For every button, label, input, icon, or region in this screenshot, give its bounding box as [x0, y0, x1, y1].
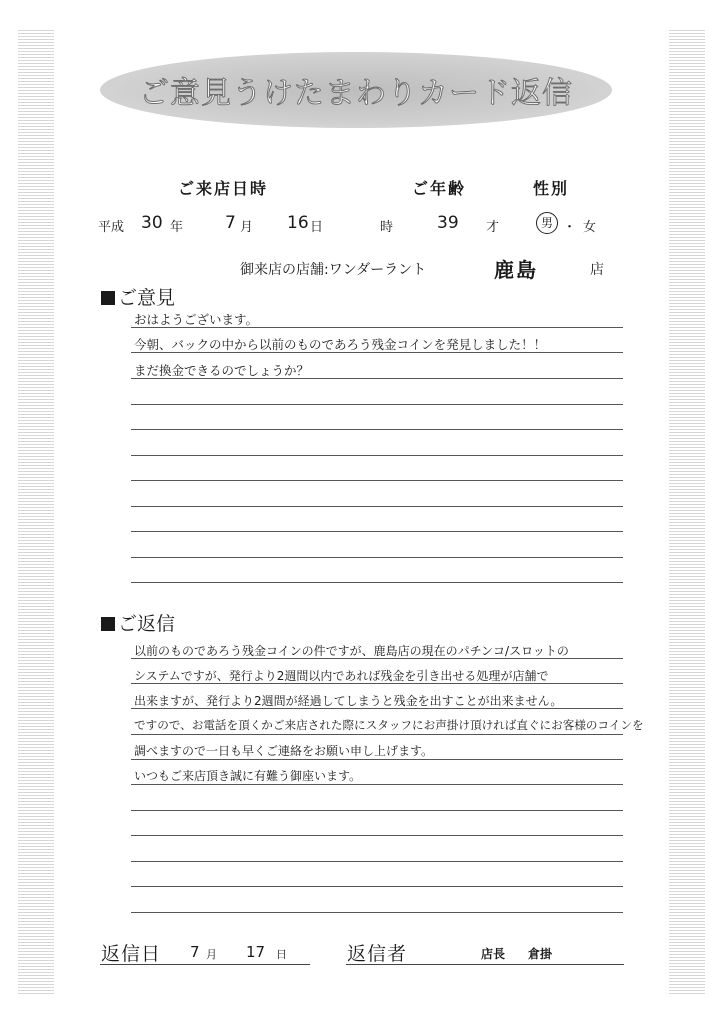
replier-label: 返信者 [347, 943, 408, 965]
reply-month-unit: 月 [206, 948, 217, 961]
reply-month: 7 [190, 943, 200, 961]
ruled-line [131, 912, 623, 913]
reply-line: いつもご来店頂き誠に有難う御座います。 [134, 769, 362, 783]
opinion-line: 今朝、バックの中から以前のものであろう残金コインを発見しました！！ [134, 337, 547, 352]
ruled-line [131, 658, 623, 659]
reply-line: 出来ますが、発行より2週間が経過してしまうと残金を出すことが出来ません。 [134, 694, 563, 708]
era: 平成 [98, 220, 125, 235]
reply-line: システムですが、発行より2週間以内であれば残金を引き出せる処理が店舗で [134, 669, 549, 683]
month-unit: 月 [240, 220, 254, 235]
store-suffix: 店 [590, 262, 604, 278]
ruled-line [131, 506, 623, 507]
gender-male-selected [536, 212, 558, 234]
ruled-line [131, 886, 623, 887]
day-unit: 日 [310, 220, 324, 235]
page-title: ご意見うけたまわりカード返信 [139, 76, 573, 111]
right-scan-edge [669, 30, 705, 994]
gender-female: 女 [583, 220, 597, 235]
ruled-line [131, 378, 623, 379]
replier-underline [346, 964, 624, 965]
ruled-line [131, 327, 623, 328]
reply-day-unit: 日 [276, 948, 287, 961]
visit-day: 16 [287, 213, 309, 233]
replier-title: 店長 [481, 947, 506, 961]
ruled-line [131, 455, 623, 456]
store-name: 鹿島 [494, 258, 538, 282]
opinion-line: まだ換金できるのでしょうか？ [134, 363, 310, 378]
reply-line: ですので、お電話を頂くかご来店された際にスタッフにお声掛け頂ければ直ぐにお客様のコインを [134, 718, 644, 732]
ruled-line [131, 404, 623, 405]
store-label: 御来店の店舗:ワンダーラント [240, 262, 427, 278]
ruled-line [131, 810, 623, 811]
ruled-line [131, 352, 623, 353]
visit-date-label: ご来店日時 [178, 179, 269, 198]
square-bullet-icon [101, 617, 115, 631]
ruled-line [131, 835, 623, 836]
gender-separator: ・ [563, 220, 577, 235]
opinion-heading-text: ご意見 [118, 287, 176, 309]
opinion-heading [101, 283, 175, 310]
reply-day: 17 [246, 943, 266, 961]
ruled-line [131, 784, 623, 785]
ruled-line [131, 531, 623, 532]
year-unit: 年 [170, 220, 184, 235]
ruled-line [131, 708, 623, 709]
reply-line: 調べますので一日も早くご連絡をお願い申し上げます。 [134, 744, 434, 758]
hour-unit: 時 [380, 220, 394, 235]
ruled-line [131, 557, 623, 558]
gender-male: 男 [536, 212, 558, 234]
visit-month: 7 [225, 213, 236, 233]
reply-heading [101, 609, 175, 636]
ruled-line [131, 759, 623, 760]
ruled-line [131, 582, 623, 583]
left-scan-edge [18, 30, 54, 994]
reply-line: 以前のものであろう残金コインの件ですが、鹿島店の現在のパチンコ/スロットの [134, 644, 569, 658]
replier-name: 倉掛 [528, 947, 553, 961]
visit-age: 39 [437, 213, 459, 233]
ruled-line [131, 429, 623, 430]
reply-date-underline [100, 964, 310, 965]
reply-heading-text: ご返信 [118, 613, 176, 635]
age-label: ご年齢 [412, 179, 467, 198]
ruled-line [131, 683, 623, 684]
square-bullet-icon [101, 291, 115, 305]
gender-label: 性別 [533, 179, 570, 198]
ruled-line [131, 480, 623, 481]
ruled-line [131, 861, 623, 862]
reply-date-label: 返信日 [101, 943, 162, 965]
age-unit: 才 [486, 220, 500, 235]
visit-year: 30 [141, 213, 163, 233]
opinion-line: おはようございます。 [134, 312, 259, 327]
ruled-line [131, 734, 623, 735]
